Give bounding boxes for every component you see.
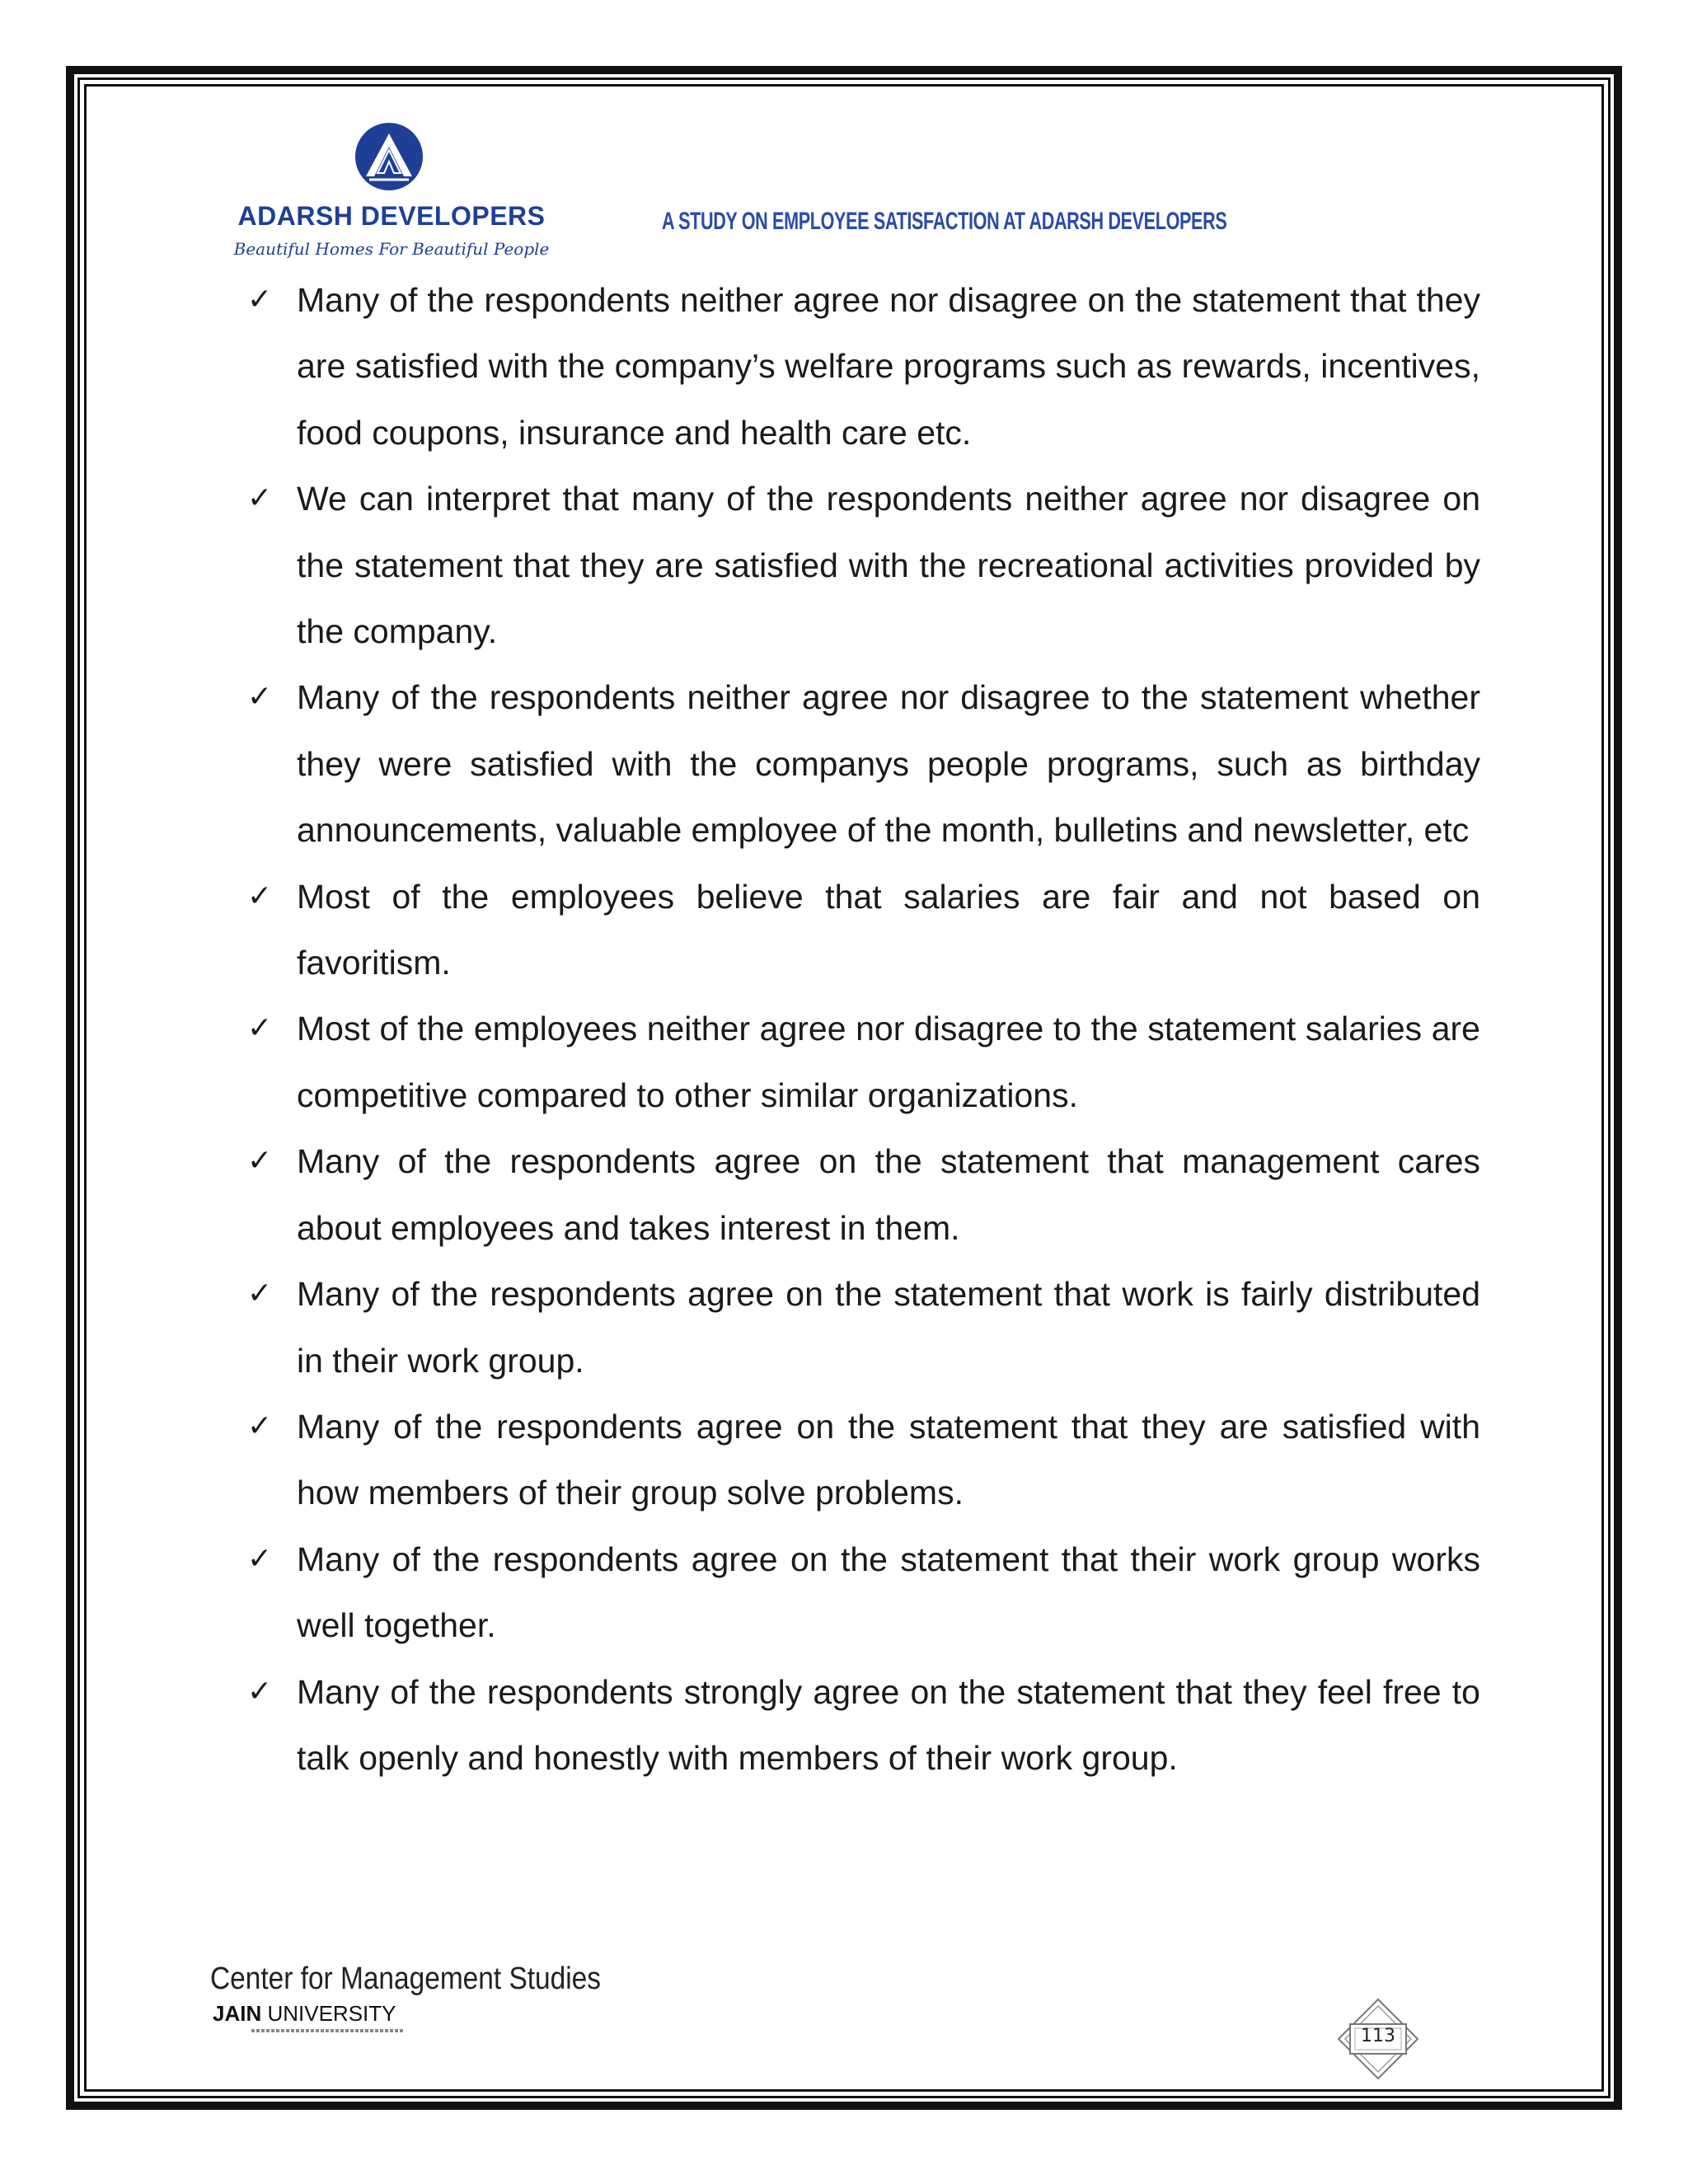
- list-item: [247, 664, 1480, 863]
- list-item-text: Many of the respondents strongly agree on the statement that they feel free to talk openly and honestly with members of their work group.: [297, 1672, 1480, 1777]
- list-item: [247, 466, 1480, 664]
- list-item-text: Most of the employees believe that salaries are fair and not based on favoritism.: [297, 877, 1480, 982]
- checkmark-icon: ✓: [247, 283, 273, 316]
- adarsh-logo-icon: [354, 122, 424, 191]
- footer-university-rest: UNIVERSITY: [261, 2001, 396, 2026]
- list-item-text: Many of the respondents agree on the statement that their work group works well together.: [297, 1540, 1480, 1645]
- list-item-text: We can interpret that many of the respondents neither agree nor disagree on the statement that they are satisfied with the recreational activities provided by the company.: [297, 480, 1480, 651]
- logo-tagline: Beautiful Homes For Beautiful People: [233, 239, 550, 259]
- footer-university-bold: JAIN: [213, 2001, 262, 2026]
- list-item: [247, 1128, 1480, 1261]
- checkmark-icon: ✓: [247, 680, 273, 715]
- list-item: [247, 1394, 1480, 1526]
- list-item: [247, 996, 1480, 1128]
- header-title: A STUDY ON EMPLOYEE SATISFACTION AT ADARSH DEVELOPERS: [662, 208, 1227, 235]
- list-item: [247, 1261, 1480, 1394]
- list-item-text: Many of the respondents agree on the statement that work is fairly distributed in their work group.: [297, 1275, 1480, 1380]
- list-item: [247, 1526, 1480, 1659]
- list-item-text: Many of the respondents agree on the statement that management cares about employees and takes interest in them.: [297, 1142, 1480, 1247]
- list-item-text: Many of the respondents agree on the statement that they are satisfied with how members of their group solve problems.: [297, 1407, 1480, 1512]
- logo-name: ADARSH DEVELOPERS: [237, 201, 546, 231]
- list-item-text: Many of the respondents neither agree nor disagree on the statement that they are satisfied with the company’s welfare programs such as rewards, incentives, food coupons, insurance and health care etc.: [297, 281, 1480, 452]
- footer-center-name: Center for Management Studies: [210, 1961, 601, 1996]
- footer-fine-print-line: [251, 2029, 404, 2032]
- findings-list: [247, 267, 1480, 1791]
- checkmark-icon: ✓: [247, 879, 273, 913]
- page-number-badge: [1337, 1998, 1419, 2080]
- checkmark-icon: ✓: [247, 1011, 273, 1046]
- checkmark-icon: ✓: [247, 481, 273, 516]
- checkmark-icon: ✓: [247, 1277, 273, 1311]
- checkmark-icon: ✓: [247, 1674, 273, 1708]
- list-item: [247, 267, 1480, 466]
- footer-university: [213, 2001, 396, 2027]
- list-item-text: Most of the employees neither agree nor disagree to the statement salaries are competitive compared to other similar organizations.: [297, 1010, 1480, 1114]
- checkmark-icon: ✓: [247, 1408, 273, 1443]
- list-item: [247, 864, 1480, 996]
- checkmark-icon: ✓: [247, 1541, 273, 1576]
- list-item: [247, 1659, 1480, 1792]
- list-item-text: Many of the respondents neither agree nor disagree to the statement whether they were satisfied with the companys people programs, such as birthday announcements, valuable employee of the month, bulletins and newsletter, etc: [297, 678, 1480, 850]
- checkmark-icon: ✓: [247, 1144, 273, 1179]
- page-number: 113: [1361, 2026, 1395, 2046]
